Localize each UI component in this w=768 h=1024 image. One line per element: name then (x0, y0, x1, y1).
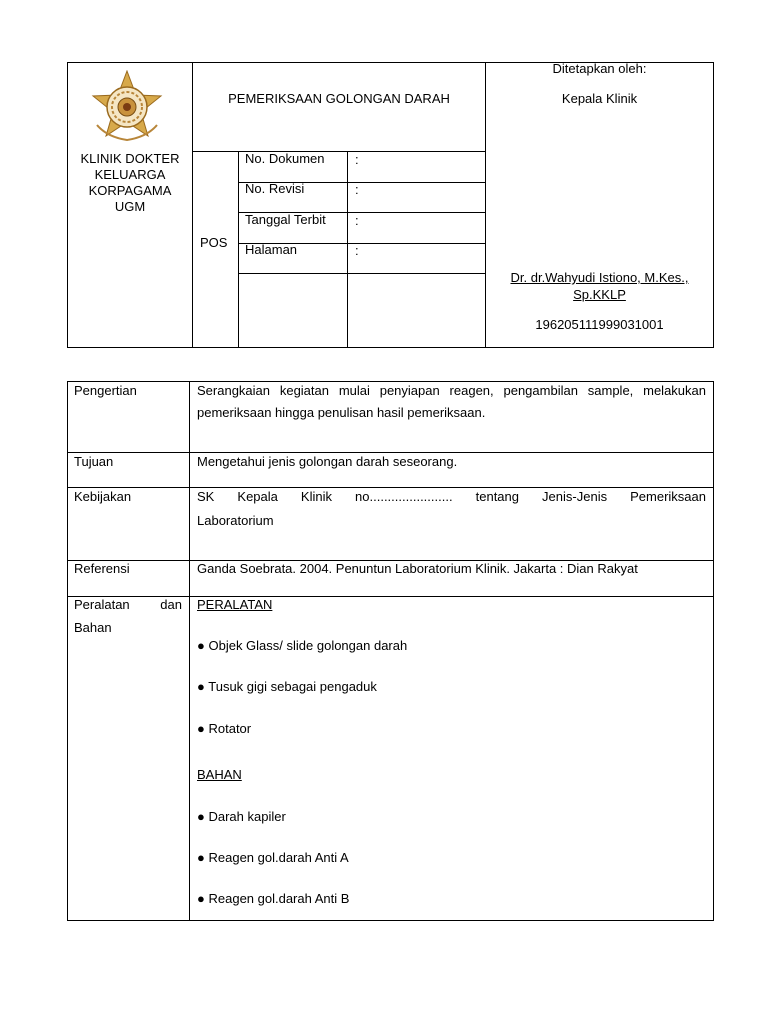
doc-field-value: : (355, 182, 359, 197)
referensi-text: Ganda Soebrata. 2004. Penuntun Laboratorium Klinik. Jakarta : Dian Rakyat (197, 561, 638, 576)
peralatan-heading: PERALATAN (197, 597, 273, 612)
row-label-tujuan: Tujuan (74, 454, 114, 469)
list-item-text: Objek Glass/ slide golongan darah (208, 638, 408, 653)
list-item-text: Rotator (208, 721, 252, 736)
clinic-name-line: UGM (114, 199, 146, 214)
row-label-kebijakan: Kebijakan (74, 489, 132, 504)
doc-field-value: : (355, 152, 359, 167)
signatory-name: Dr. dr.Wahyudi Istiono, M.Kes., (510, 270, 689, 285)
kebijakan-text: SK Kepala Klinik no....................... tentang Jenis-Jenis Pemeriksaan (197, 489, 706, 504)
doc-field-value: : (355, 243, 359, 258)
clinic-name-line: KELUARGA (94, 167, 166, 182)
bullet-icon: ● (197, 679, 205, 694)
list-item (197, 850, 349, 866)
bullet-icon: ● (197, 809, 205, 824)
doc-field-label: No. Revisi (245, 181, 305, 196)
clinic-name (68, 151, 192, 215)
list-item-text: Tusuk gigi sebagai pengaduk (208, 679, 377, 694)
tujuan-text: Mengetahui jenis golongan darah seseorang. (197, 454, 458, 469)
pengertian-text: Serangkaian kegiatan mulai penyiapan reagen, pengambilan sample, melakukan (197, 383, 706, 398)
kebijakan-text: Laboratorium (197, 513, 274, 528)
bahan-heading: BAHAN (197, 767, 242, 782)
row-label-peralatan: Peralatan dan (74, 597, 182, 612)
list-item (197, 721, 251, 737)
clinic-name-line: KORPAGAMA (88, 183, 172, 198)
list-item-text: Reagen gol.darah Anti A (208, 850, 349, 865)
bullet-icon: ● (197, 721, 205, 736)
bullet-icon: ● (197, 891, 205, 906)
row-label-peralatan: Bahan (74, 620, 112, 635)
doc-field-label: No. Dokumen (245, 151, 325, 166)
clinic-name-line: KLINIK DOKTER (80, 151, 180, 166)
bullet-icon: ● (197, 638, 205, 653)
list-item-text: Reagen gol.darah Anti B (208, 891, 350, 906)
list-item-text: Darah kapiler (208, 809, 286, 824)
pengertian-text: pemeriksaan hingga penulisan hasil pemeriksaan. (197, 405, 486, 420)
set-by-role: Kepala Klinik (561, 91, 638, 106)
doc-field-label: Halaman (245, 242, 298, 257)
row-label-referensi: Referensi (74, 561, 130, 576)
list-item (197, 809, 286, 825)
list-item (197, 891, 349, 907)
row-label-pengertian: Pengertian (74, 383, 137, 398)
pos-label: POS (200, 235, 228, 250)
set-by-label: Ditetapkan oleh: (552, 61, 647, 76)
doc-field-label: Tanggal Terbit (245, 212, 326, 227)
clinic-logo-icon (88, 70, 166, 144)
doc-field-value: : (355, 213, 359, 228)
list-item (197, 679, 377, 695)
signatory-name: Sp.KKLP (573, 287, 626, 302)
document-title: PEMERIKSAAN GOLONGAN DARAH (228, 91, 450, 106)
list-item (197, 638, 407, 654)
signatory-id: 196205111999031001 (535, 317, 664, 332)
bullet-icon: ● (197, 850, 205, 865)
